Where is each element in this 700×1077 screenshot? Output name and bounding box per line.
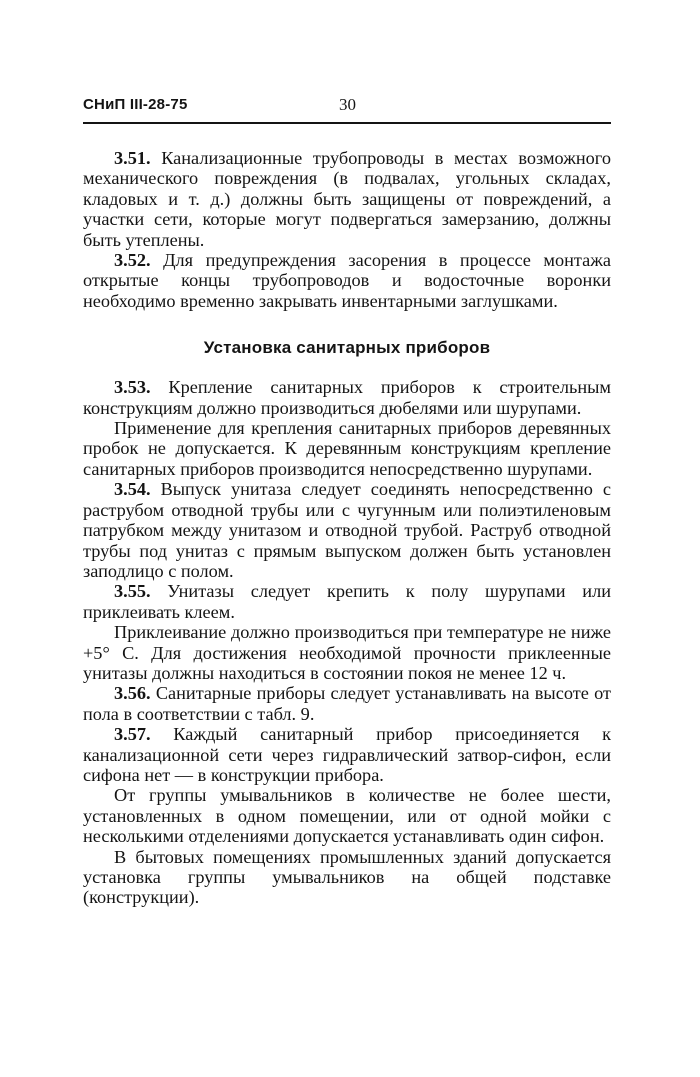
running-header	[83, 96, 611, 120]
paragraph-3-56	[83, 683, 611, 724]
paragraph-text: Унитазы следует крепить к полу шурупами или приклеивать клеем.	[83, 581, 611, 622]
document-page	[83, 96, 611, 908]
paragraph-text: Каждый санитарный прибор присоединяется к канализационной сети через гидравлический затвор-сифон, если сифона нет — в конструкции прибора.	[83, 724, 611, 785]
paragraph-text: Выпуск унитаза следует соединять непосредственно с раструбом отводной трубы или с чугунным или полиэтиленовым патрубком между унитазом и отводной трубой. Раструб отводной трубы под унитаз с прямым выпуском должен быть установлен заподлицо с полом.	[83, 479, 611, 581]
clause-number: 3.53.	[114, 377, 151, 398]
paragraph-3-53-continuation: Применение для крепления санитарных приборов деревянных пробок не допускается. К деревянным конструкциям крепление санитарных приборов производится непосредственно шурупами.	[83, 418, 611, 479]
paragraph-3-57	[83, 724, 611, 785]
paragraph-text: Санитарные приборы следует устанавливать на высоте от пола в соответствии с табл. 9.	[83, 683, 611, 724]
document-body	[83, 148, 611, 908]
clause-number: 3.52.	[114, 250, 151, 271]
clause-number: 3.56.	[114, 683, 151, 704]
paragraph-3-55-continuation: Приклеивание должно производиться при температуре не ниже +5° С. Для достижения необходимой прочности приклеенные унитазы должны находиться в состоянии покоя не менее 12 ч.	[83, 622, 611, 683]
header-rule	[83, 122, 611, 124]
paragraph-text: Канализационные трубопроводы в местах возможного механического повреждения (в подвалах, угольных складах, кладовых и т. д.) должны быть защищены от повреждений, а участки сети, которые могут подвергаться замерзанию, должны быть утеплены.	[83, 148, 611, 250]
paragraph-3-55	[83, 581, 611, 622]
paragraph-3-54	[83, 479, 611, 581]
paragraph-3-51	[83, 148, 611, 250]
paragraph-3-53	[83, 377, 611, 418]
paragraph-3-52	[83, 250, 611, 311]
document-code: СНиП III-28-75	[83, 96, 188, 113]
section-heading: Установка санитарных приборов	[203, 338, 491, 358]
clause-number: 3.55.	[114, 581, 151, 602]
paragraph-3-57-continuation-1: От группы умывальников в количестве не более шести, установленных в одном помещении, или от одной мойки с несколькими отделениями допускается устанавливать один сифон.	[83, 785, 611, 847]
paragraph-3-57-continuation-2: В бытовых помещениях промышленных зданий допускается установка группы умывальников на общей подставке (конструкции).	[83, 846, 611, 908]
clause-number: 3.51.	[114, 148, 151, 168]
paragraph-text: Крепление санитарных приборов к строительным конструкциям должно производиться дюбелями или шурупами.	[83, 377, 611, 418]
clause-number: 3.54.	[114, 479, 151, 500]
page-number: 30	[339, 95, 356, 114]
clause-number: 3.57.	[114, 724, 151, 745]
paragraph-text: Для предупреждения засорения в процессе монтажа открытые концы трубопроводов и водосточные воронки необходимо временно закрывать инвентарными заглушками.	[83, 250, 611, 311]
